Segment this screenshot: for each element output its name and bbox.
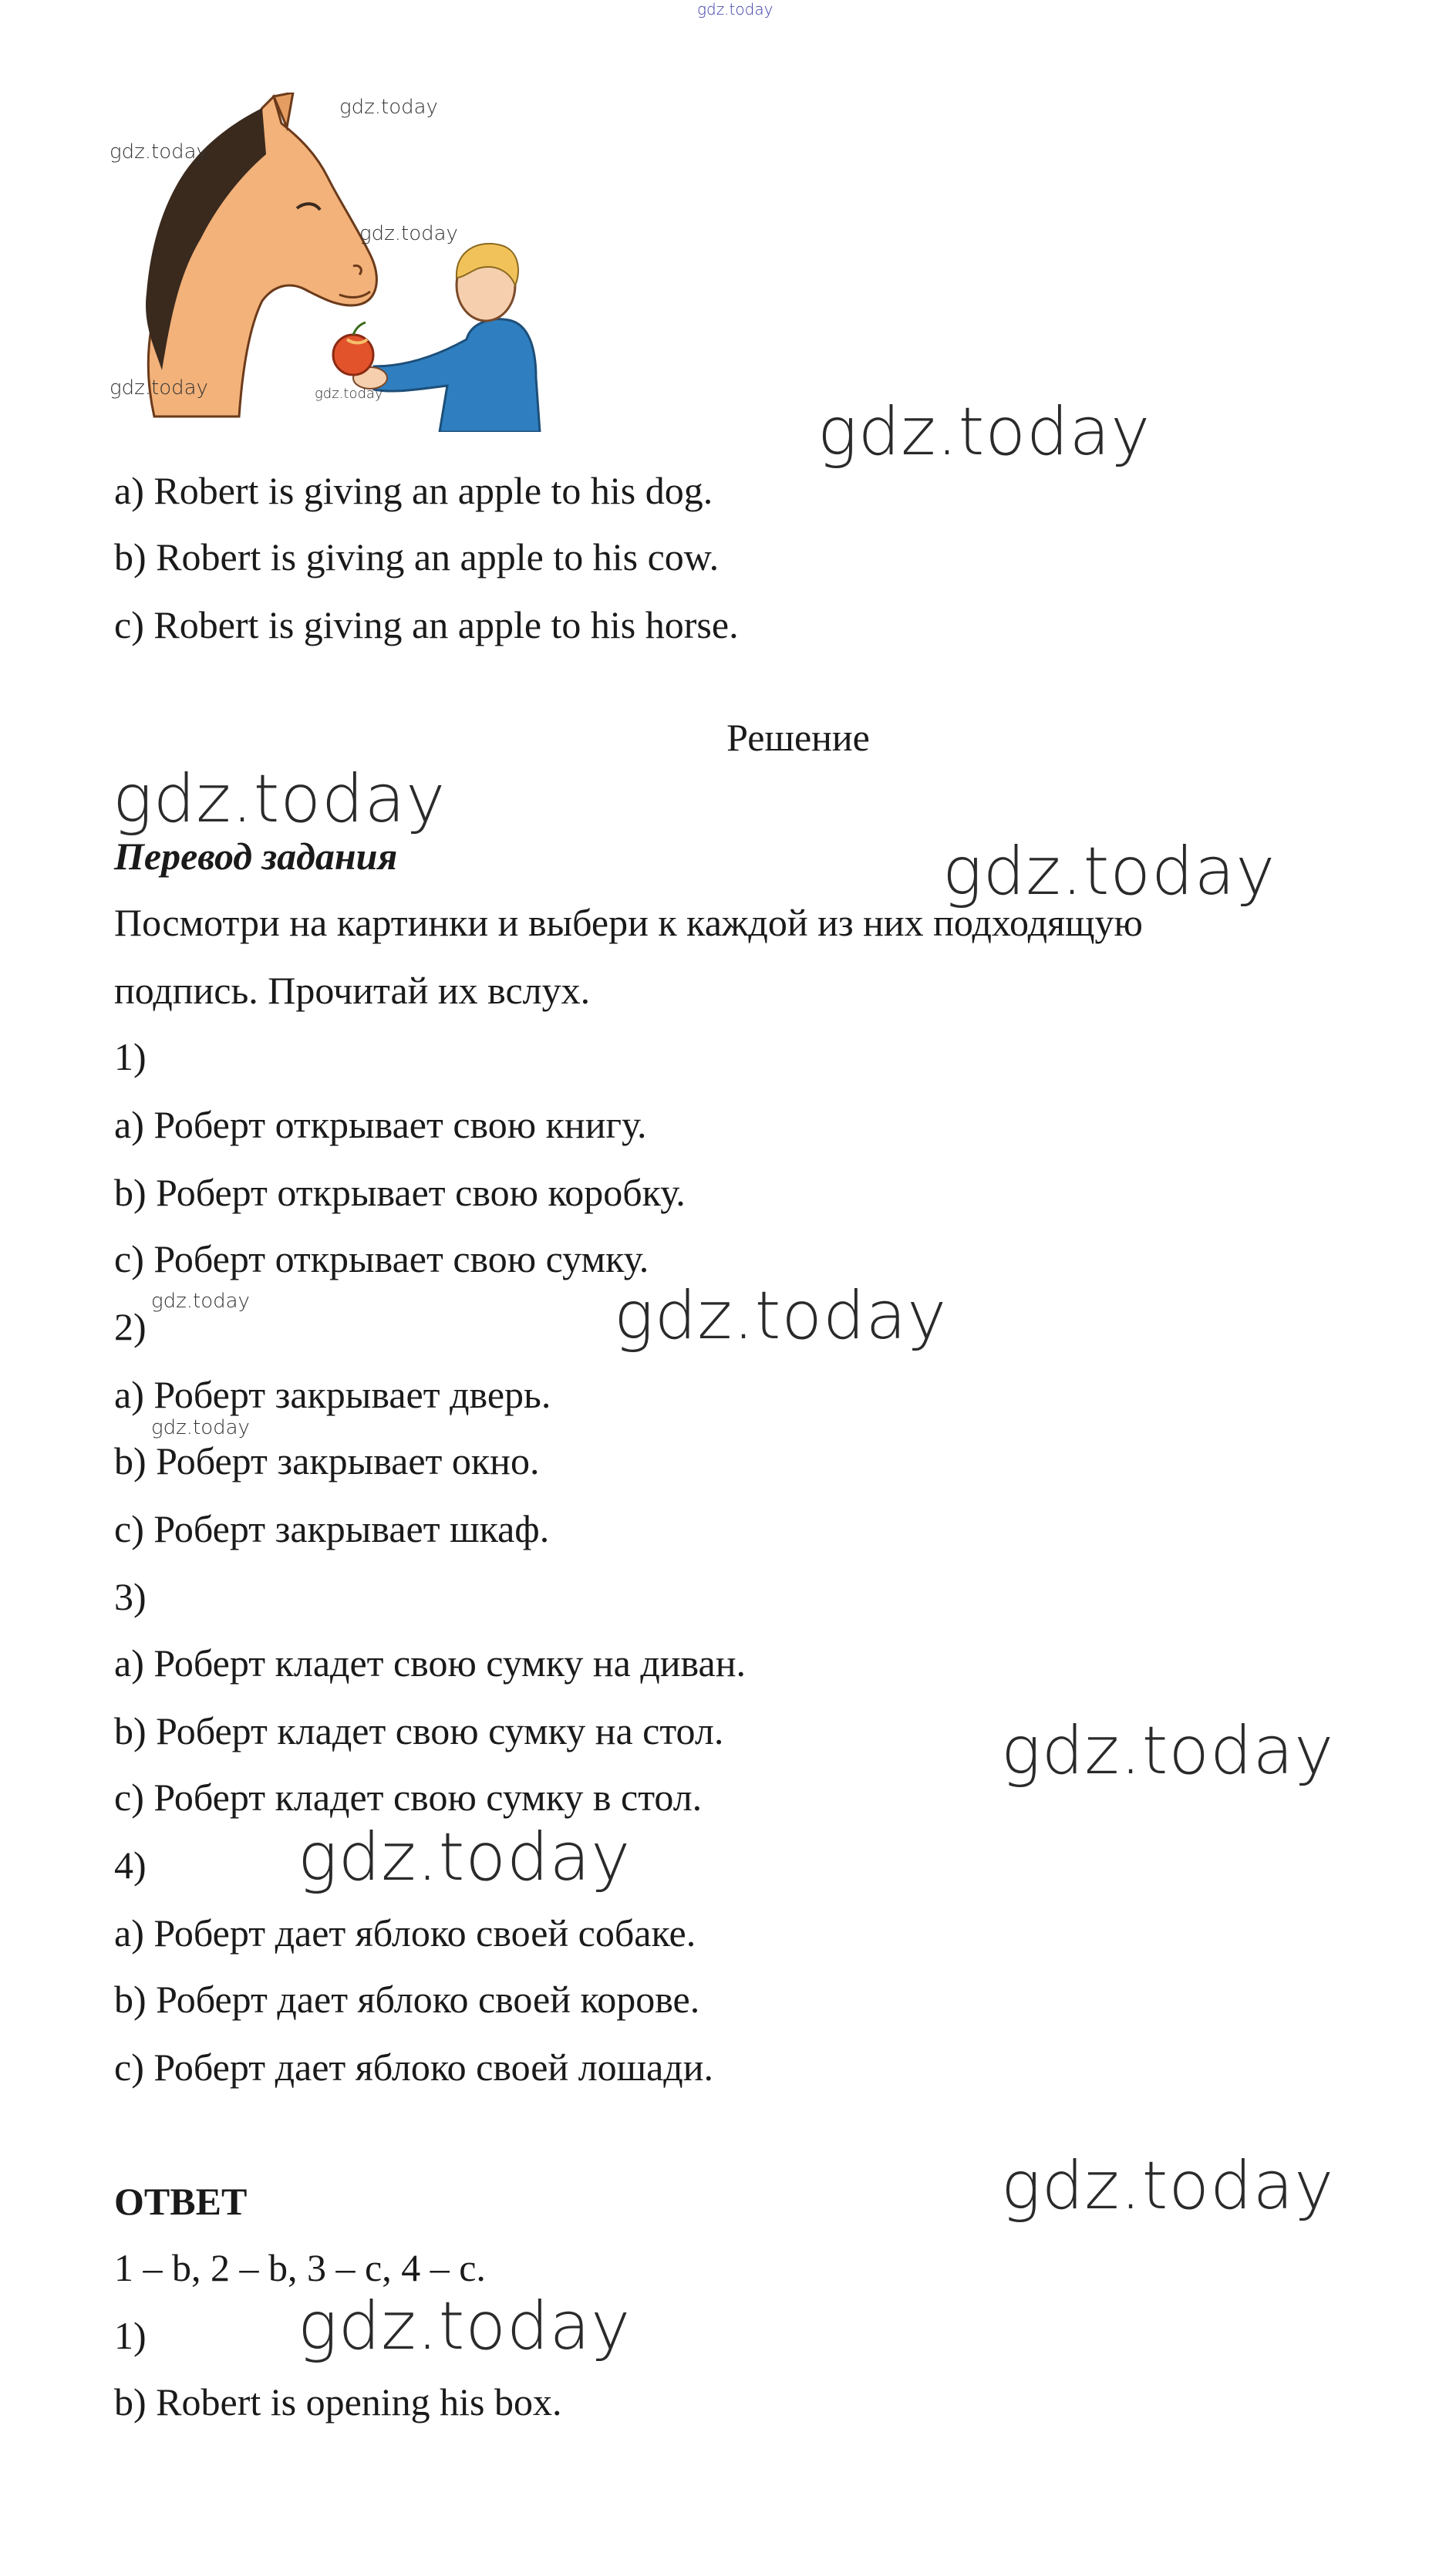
- item-2-option-c: c) Роберт закрывает шкаф.: [114, 1507, 550, 1550]
- answer-item-number: 1): [114, 2314, 147, 2357]
- item-3-option-b: b) Роберт кладет свою сумку на стол.: [114, 1709, 724, 1752]
- watermark-small-2: gdz.today: [151, 1416, 250, 1439]
- item-4-number: 4): [114, 1843, 147, 1887]
- item-1-number: 1): [114, 1035, 147, 1078]
- item-3-option-a: a) Роберт кладет свою сумку на диван.: [114, 1641, 746, 1685]
- watermark-large-4: gdz.today: [614, 1277, 948, 1354]
- watermark-image-5: gdz.today: [315, 386, 383, 402]
- item-2-option-b: b) Роберт закрывает окно.: [114, 1439, 540, 1482]
- item-4-option-c: c) Роберт дает яблоко своей лошади.: [114, 2046, 714, 2089]
- answer-summary: 1 – b, 2 – b, 3 – c, 4 – c.: [114, 2246, 486, 2289]
- item-4-option-a: a) Роберт дает яблоко своей собаке.: [114, 1911, 696, 1955]
- item-4-option-b: b) Роберт дает яблоко своей корове.: [114, 1978, 700, 2021]
- item-1-option-a: a) Роберт открывает свою книгу.: [114, 1103, 647, 1146]
- watermark-large-5: gdz.today: [1001, 1712, 1335, 1789]
- watermark-large-3: gdz.today: [942, 833, 1276, 910]
- watermark-image-2: gdz.today: [110, 140, 208, 164]
- watermark-top: gdz.today: [697, 0, 774, 19]
- answer-heading: ОТВЕТ: [114, 2180, 248, 2223]
- item-3-number: 3): [114, 1575, 147, 1618]
- watermark-large-8: gdz.today: [298, 2288, 632, 2365]
- item-3-option-c: c) Роберт кладет свою сумку в стол.: [114, 1776, 703, 1819]
- watermark-large-2: gdz.today: [113, 761, 447, 838]
- instruction-line-1: Посмотри на картинки и выбери к каждой из них подходящую: [114, 901, 1143, 944]
- instruction-line-2: подпись. Прочитай их вслух.: [114, 969, 591, 1012]
- watermark-large-1: gdz.today: [817, 393, 1151, 471]
- watermark-image-3: gdz.today: [359, 222, 458, 245]
- watermark-large-6: gdz.today: [298, 1819, 632, 1896]
- watermark-image-4: gdz.today: [110, 376, 208, 400]
- exercise-option-a: a) Robert is giving an apple to his dog.: [114, 469, 713, 512]
- exercise-option-c: c) Robert is giving an apple to his horse.: [114, 603, 739, 646]
- item-1-option-b: b) Роберт открывает свою коробку.: [114, 1171, 686, 1214]
- solution-title: Решение: [726, 716, 870, 759]
- exercise-option-b: b) Robert is giving an apple to his cow.: [114, 535, 720, 578]
- translation-heading: Перевод задания: [114, 835, 398, 878]
- answer-item-text: b) Robert is opening his box.: [114, 2380, 562, 2424]
- item-2-option-a: a) Роберт закрывает дверь.: [114, 1373, 551, 1416]
- watermark-small-1: gdz.today: [151, 1290, 250, 1313]
- item-1-option-c: c) Роберт открывает свою сумку.: [114, 1237, 649, 1280]
- item-2-number: 2): [114, 1305, 147, 1348]
- watermark-image-1: gdz.today: [339, 96, 438, 119]
- watermark-large-7: gdz.today: [1001, 2147, 1335, 2225]
